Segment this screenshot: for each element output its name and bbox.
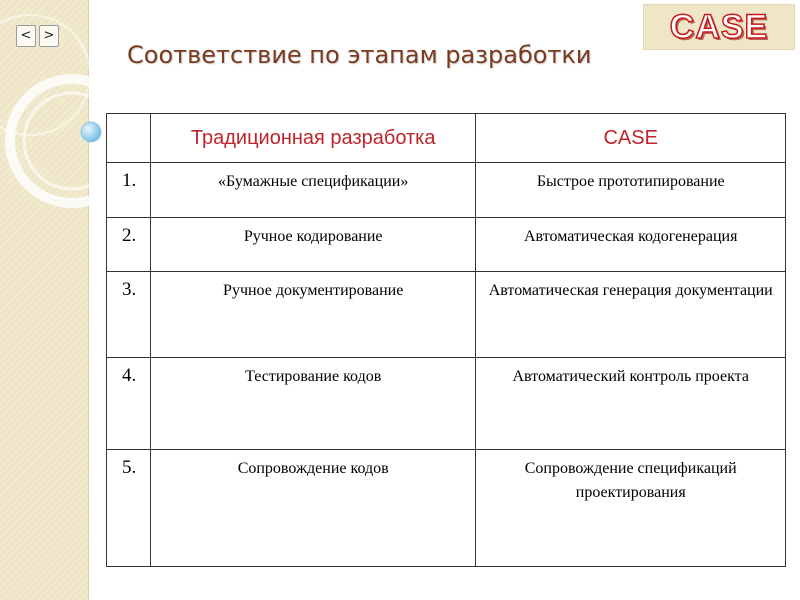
slide-navigation (16, 25, 59, 47)
header-case-column: CASE (476, 114, 786, 163)
row-number: 1. (107, 163, 151, 218)
next-slide-button[interactable]: > (39, 25, 59, 47)
table-header-row (107, 114, 786, 163)
traditional-cell: Ручное кодирование (150, 218, 475, 272)
case-cell: Автоматическая генерация документации (476, 272, 786, 358)
traditional-cell: Сопровождение кодов (150, 450, 475, 567)
table-row (107, 358, 786, 450)
table-row (107, 272, 786, 358)
table-row (107, 163, 786, 218)
case-cell: Быстрое прототипирование (476, 163, 786, 218)
row-number: 4. (107, 358, 151, 450)
traditional-cell: Ручное документирование (150, 272, 475, 358)
row-number: 3. (107, 272, 151, 358)
table-row (107, 218, 786, 272)
slide-title: Соответствие по этапам разработки (127, 41, 592, 69)
table-row (107, 450, 786, 567)
decorative-ball-icon (81, 122, 101, 142)
case-logo (643, 4, 795, 50)
header-traditional-column: Традиционная разработка (150, 114, 475, 163)
case-cell: Сопровождение спецификаций проектирования (476, 450, 786, 567)
previous-slide-button[interactable]: < (16, 25, 36, 47)
header-number-column (107, 114, 151, 163)
traditional-cell: Тестирование кодов (150, 358, 475, 450)
case-cell: Автоматический контроль проекта (476, 358, 786, 450)
traditional-cell: «Бумажные спецификации» (150, 163, 475, 218)
row-number: 2. (107, 218, 151, 272)
case-cell: Автоматическая кодогенерация (476, 218, 786, 272)
comparison-table (106, 113, 786, 567)
row-number: 5. (107, 450, 151, 567)
case-logo-text: CASE (669, 8, 769, 46)
